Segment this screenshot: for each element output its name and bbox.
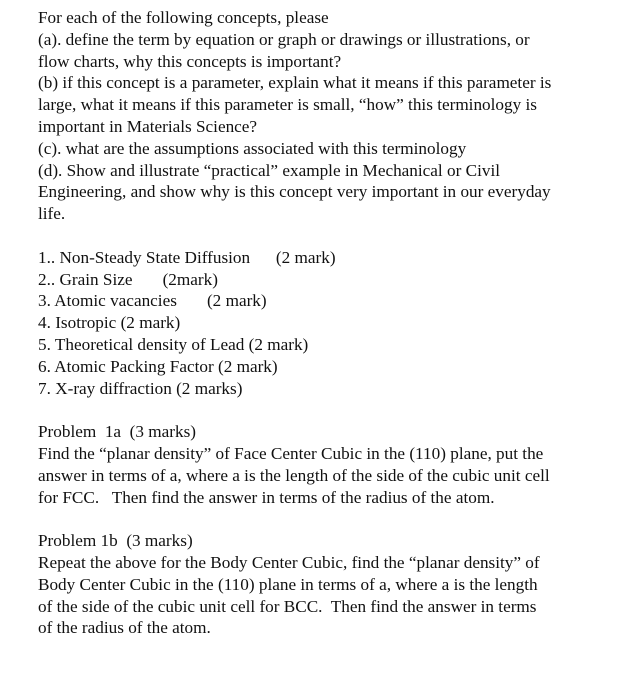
instructions-line: (d). Show and illustrate “practical” example in Mechanical or Civil — [38, 160, 500, 180]
concept-item: 6. Atomic Packing Factor (2 mark) — [38, 356, 278, 376]
instructions-line: For each of the following concepts, please — [38, 8, 329, 27]
instructions-line: important in Materials Science? — [38, 116, 258, 136]
problem-1b-title: Problem 1b (3 marks) — [38, 531, 193, 551]
concepts-list — [38, 247, 623, 400]
blank-line — [38, 225, 623, 247]
problem-1a-line: for FCC. Then find the answer in terms of the radius of the atom. — [38, 487, 495, 507]
concept-item: 2.. Grain Size (2mark) — [38, 269, 218, 289]
problem-1a-line: Find the “planar density” of Face Center Cubic in the (110) plane, put the — [38, 443, 544, 463]
blank-line — [38, 399, 623, 421]
problem-1b-line: Body Center Cubic in the (110) plane in terms of a, where a is the length — [38, 574, 538, 594]
problem-1b-line: Repeat the above for the Body Center Cubic, find the “planar density” of — [38, 552, 540, 572]
problem-1a-line: answer in terms of a, where a is the length of the side of the cubic unit cell — [38, 465, 550, 485]
concept-item: 4. Isotropic (2 mark) — [38, 313, 181, 333]
instructions-line: flow charts, why this concepts is important? — [38, 51, 342, 71]
document-page — [38, 7, 623, 639]
problem-1a — [38, 421, 623, 508]
concept-item: 7. X-ray diffraction (2 marks) — [38, 378, 243, 398]
instructions-line: life. — [38, 204, 66, 224]
problem-1b — [38, 530, 623, 639]
instructions-line: (b) if this concept is a parameter, explain what it means if this parameter is — [38, 73, 552, 93]
concept-item: 3. Atomic vacancies (2 mark) — [38, 291, 267, 311]
instructions-line: (a). define the term by equation or graph or drawings or illustrations, or — [38, 29, 530, 49]
instructions-line: (c). what are the assumptions associated with this terminology — [38, 138, 467, 158]
instructions-line: large, what it means if this parameter is small, “how” this terminology is — [38, 95, 537, 115]
blank-line — [38, 508, 623, 530]
problem-1a-title: Problem 1a (3 marks) — [38, 422, 196, 442]
instructions-line: Engineering, and show why is this concept very important in our everyday — [38, 182, 551, 202]
concept-item: 5. Theoretical density of Lead (2 mark) — [38, 334, 309, 354]
instructions-section — [38, 7, 623, 225]
problem-1b-line: of the side of the cubic unit cell for BCC. Then find the answer in terms — [38, 596, 537, 616]
concept-item: 1.. Non-Steady State Diffusion (2 mark) — [38, 247, 336, 267]
problem-1b-line: of the radius of the atom. — [38, 618, 211, 638]
